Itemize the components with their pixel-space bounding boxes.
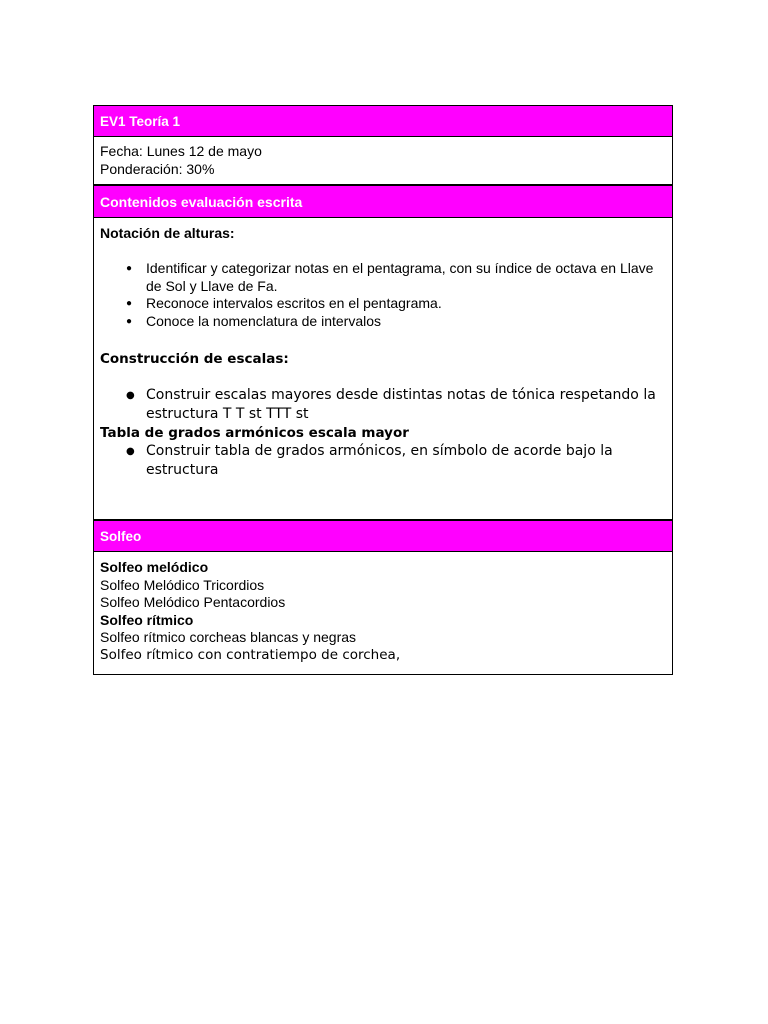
melodic-item-1: Solfeo Melódico Tricordios <box>100 576 265 593</box>
evaluation-table <box>93 105 673 675</box>
bullet-icon: ● <box>126 390 135 401</box>
solfeo-body <box>94 552 672 674</box>
evaluation-info <box>94 137 672 186</box>
bullet-icon: ● <box>126 446 135 457</box>
bullet-icon: ● <box>126 263 133 274</box>
list-item: ● Identificar y categorizar notas en el pentagrama, con su índice de octava en Llave de Sol y Llave de Fa. <box>126 260 654 294</box>
harmonic-degrees-heading: Tabla de grados armónicos escala mayor <box>100 425 409 441</box>
solfeo-header <box>94 521 672 552</box>
notation-heading: Notación de alturas: <box>100 225 235 241</box>
evaluation-title-header <box>94 106 672 137</box>
contents-title: Contenidos evaluación escrita <box>100 194 303 210</box>
solfeo-title: Solfeo <box>100 529 142 544</box>
list-item: ● Conoce la nomenclatura de intervalos <box>126 312 382 329</box>
harmonic-degrees-list <box>100 442 666 480</box>
rhythmic-item-1: Solfeo rítmico corcheas blancas y negras <box>100 629 357 645</box>
scales-heading: Construcción de escalas: <box>100 351 289 367</box>
rhythmic-item-2: Solfeo rítmico con contratiempo de corchea, <box>100 646 401 663</box>
notation-list <box>100 260 666 330</box>
bullet-icon: ● <box>126 298 133 309</box>
list-item: ● Construir tabla de grados armónicos, en símbolo de acorde bajo la estructura <box>126 443 613 478</box>
evaluation-title: EV1 Teoría 1 <box>100 114 181 129</box>
melodic-item-2: Solfeo Melódico Pentacordios <box>100 594 286 610</box>
contents-body <box>94 218 672 521</box>
scales-list <box>100 386 666 424</box>
weight-text: Ponderación: 30% <box>100 160 215 177</box>
rhythmic-heading: Solfeo rítmico <box>100 611 194 628</box>
melodic-heading: Solfeo melódico <box>100 559 209 575</box>
bullet-icon: ● <box>126 315 133 327</box>
contents-header <box>94 186 672 218</box>
date-text: Fecha: Lunes 12 de mayo <box>100 143 262 159</box>
list-item: ● Reconoce intervalos escritos en el pentagrama. <box>126 295 442 311</box>
list-item: ● Construir escalas mayores desde distintas notas de tónica respetando la estructura T T st TTT st <box>126 387 656 422</box>
